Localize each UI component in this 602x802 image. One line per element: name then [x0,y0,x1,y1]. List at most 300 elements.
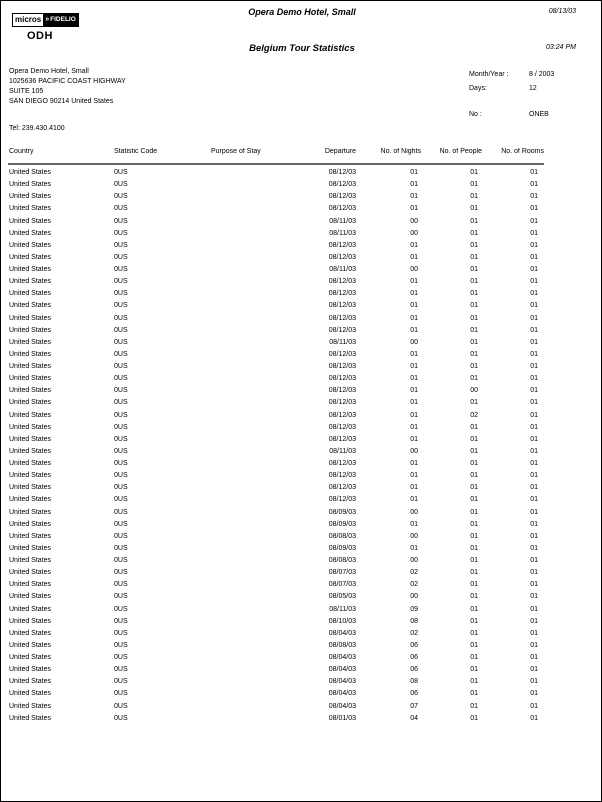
cell-purpose-of-stay [211,567,311,579]
cell-no-of-rooms: 01 [530,193,538,201]
cell-purpose-of-stay [211,422,311,434]
cell-no-of-people: 00 [470,387,478,395]
cell-no-of-rooms: 01 [530,435,538,443]
hotel-title: Opera Demo Hotel, Small [248,7,356,17]
table-row [9,325,544,337]
cell-country: United States [9,581,52,589]
cell-country: United States [9,193,52,201]
cell-no-of-nights: 00 [410,557,418,564]
cell-no-of-people: 01 [470,169,478,176]
cell-no-of-rooms: 01 [530,460,538,467]
cell-purpose-of-stay [211,640,311,652]
cell-purpose-of-stay [211,203,311,215]
table-row [9,567,544,579]
cell-country: United States [9,338,52,346]
property-code: ODH [27,30,53,42]
cell-no-of-nights: 00 [410,532,418,540]
cell-statistic-code: 0US [114,302,128,310]
cell-no-of-nights: 00 [410,447,418,455]
cell-country: United States [9,702,52,710]
cell-no-of-nights: 01 [410,423,418,431]
cell-statistic-code: 0US [114,181,128,189]
cell-no-of-rooms: 01 [530,654,538,661]
cell-no-of-people: 01 [470,484,478,492]
cell-no-of-nights: 01 [410,350,418,358]
cell-country: United States [9,532,52,540]
table-row [9,507,544,519]
table-row [9,228,544,240]
cell-no-of-rooms: 01 [530,472,538,480]
cell-statistic-code: 0US [114,557,128,564]
cell-no-of-rooms: 01 [530,241,538,249]
table-row [9,167,544,179]
cell-no-of-rooms: 01 [530,399,538,407]
cell-no-of-nights: 02 [410,581,418,589]
table-row [9,543,544,555]
cell-no-of-rooms: 01 [530,302,538,310]
cell-country: United States [9,678,52,686]
cell-no-of-nights: 01 [410,314,418,322]
cell-departure: 08/12/03 [328,350,356,358]
cell-no-of-rooms: 01 [530,593,538,601]
cell-statistic-code: 0US [114,544,128,552]
column-header-country: Country [9,148,34,155]
cell-no-of-people: 01 [470,593,478,601]
cell-no-of-nights: 01 [410,472,418,480]
cell-no-of-people: 01 [470,617,478,625]
table-row [9,688,544,700]
cell-departure: 08/04/03 [328,678,356,686]
cell-no-of-rooms: 01 [530,363,538,370]
cell-departure: 08/12/03 [328,253,356,261]
cell-departure: 08/09/03 [328,520,356,528]
cell-no-of-nights: 01 [410,193,418,201]
cell-no-of-nights: 06 [410,690,418,698]
table-row [9,252,544,264]
cell-departure: 08/12/03 [328,460,356,467]
cell-departure: 08/04/03 [328,690,356,698]
cell-no-of-rooms: 01 [530,423,538,431]
cell-no-of-people: 01 [470,472,478,480]
table-row [9,519,544,531]
table-row [9,458,544,470]
cell-no-of-rooms: 01 [530,447,538,455]
cell-country: United States [9,266,52,273]
cell-statistic-code: 0US [114,290,128,298]
cell-no-of-people: 01 [470,302,478,310]
table-row [9,397,544,409]
cell-no-of-rooms: 01 [530,314,538,322]
cell-statistic-code: 0US [114,629,128,637]
table-row [9,628,544,640]
cell-departure: 08/11/03 [329,266,356,273]
cell-no-of-nights: 01 [410,181,418,189]
cell-no-of-people: 01 [470,557,478,564]
cell-no-of-rooms: 01 [530,702,538,710]
cell-departure: 08/12/03 [328,387,356,395]
cell-no-of-nights: 01 [410,278,418,286]
cell-country: United States [9,169,52,176]
cell-no-of-rooms: 01 [530,411,538,419]
table-row [9,337,544,349]
table-row [9,652,544,664]
column-header-statistic-code: Statistic Code [114,148,158,155]
cell-purpose-of-stay [211,688,311,700]
table-row [9,531,544,543]
cell-no-of-nights: 01 [410,302,418,310]
cell-statistic-code: 0US [114,363,128,370]
cell-no-of-people: 01 [470,290,478,298]
cell-country: United States [9,447,52,455]
cell-departure: 08/12/03 [328,290,356,298]
cell-country: United States [9,350,52,358]
cell-statistic-code: 0US [114,266,128,273]
cell-statistic-code: 0US [114,520,128,528]
cell-statistic-code: 0US [114,326,128,334]
cell-country: United States [9,557,52,564]
cell-statistic-code: 0US [114,484,128,492]
table-row [9,555,544,567]
cell-no-of-people: 01 [470,217,478,225]
cell-statistic-code: 0US [114,532,128,540]
cell-departure: 08/09/03 [328,508,356,516]
cell-no-of-people: 01 [470,532,478,540]
cell-country: United States [9,484,52,492]
cell-departure: 08/08/03 [328,641,356,649]
cell-no-of-rooms: 01 [530,205,538,213]
table-row [9,713,544,725]
cell-no-of-people: 01 [470,496,478,504]
cell-country: United States [9,411,52,419]
table-row [9,288,544,300]
cell-no-of-nights: 01 [410,544,418,552]
cell-no-of-people: 01 [470,605,478,613]
cell-departure: 08/12/03 [328,326,356,334]
cell-departure: 08/08/03 [328,557,356,564]
cell-no-of-rooms: 01 [530,387,538,395]
cell-country: United States [9,290,52,298]
cell-departure: 08/12/03 [328,363,356,370]
cell-no-of-nights: 01 [410,241,418,249]
table-row [9,616,544,628]
cell-country: United States [9,278,52,286]
cell-no-of-rooms: 01 [530,629,538,637]
cell-departure: 08/09/03 [328,544,356,552]
table-row [9,191,544,203]
days-value: 12 [529,85,537,92]
column-header-no-of-nights: No. of Nights [380,148,421,155]
cell-departure: 08/04/03 [328,629,356,637]
cell-no-of-rooms: 01 [530,338,538,346]
cell-no-of-nights: 01 [410,399,418,407]
cell-departure: 08/12/03 [328,472,356,480]
table-row [9,434,544,446]
cell-no-of-nights: 01 [410,326,418,334]
cell-statistic-code: 0US [114,714,128,722]
cell-statistic-code: 0US [114,387,128,395]
table-row [9,446,544,458]
column-header-departure: Departure [324,148,356,155]
cell-departure: 08/04/03 [328,666,356,674]
table-row [9,373,544,385]
cell-country: United States [9,399,52,407]
cell-statistic-code: 0US [114,496,128,504]
cell-no-of-people: 02 [470,411,478,419]
cell-no-of-nights: 04 [410,714,418,722]
cell-departure: 08/07/03 [328,569,356,577]
table-row [9,591,544,603]
cell-no-of-nights: 01 [410,290,418,298]
cell-statistic-code: 0US [114,253,128,261]
cell-country: United States [9,593,52,601]
cell-departure: 08/12/03 [328,169,356,176]
cell-no-of-people: 01 [470,690,478,698]
hotel-address-line3: SAN DIEGO 90214 United States [9,98,114,105]
cell-no-of-people: 01 [470,435,478,443]
cell-purpose-of-stay [211,434,311,446]
cell-no-of-nights: 02 [410,569,418,577]
cell-no-of-people: 01 [470,266,478,273]
cell-country: United States [9,326,52,334]
cell-statistic-code: 0US [114,654,128,661]
logo-fidelio-text: FIDELIO [50,16,76,23]
cell-no-of-nights: 09 [410,605,418,613]
cell-statistic-code: 0US [114,411,128,419]
cell-departure: 08/12/03 [328,241,356,249]
cell-departure: 08/12/03 [328,193,356,201]
month-year-value: 8 / 2003 [529,71,555,78]
hotel-address-line1: 1025636 PACIFIC COAST HIGHWAY [9,78,126,85]
cell-statistic-code: 0US [114,605,128,613]
cell-statistic-code: 0US [114,241,128,249]
table-row [9,385,544,397]
cell-no-of-rooms: 01 [530,678,538,686]
cell-purpose-of-stay [211,385,311,397]
cell-country: United States [9,314,52,322]
cell-no-of-people: 01 [470,447,478,455]
cell-no-of-rooms: 01 [530,484,538,492]
cell-purpose-of-stay [211,361,311,373]
cell-purpose-of-stay [211,252,311,264]
cell-statistic-code: 0US [114,435,128,443]
cell-departure: 08/04/03 [328,702,356,710]
hotel-address-block [9,67,126,107]
cell-no-of-rooms: 01 [530,532,538,540]
cell-country: United States [9,605,52,613]
cell-no-of-people: 01 [470,581,478,589]
cell-purpose-of-stay [211,579,311,591]
cell-no-of-nights: 01 [410,253,418,261]
cell-no-of-people: 01 [470,629,478,637]
cell-country: United States [9,253,52,261]
cell-country: United States [9,496,52,504]
cell-purpose-of-stay [211,313,311,325]
cell-no-of-people: 01 [470,520,478,528]
cell-departure: 08/01/03 [328,714,356,722]
cell-no-of-rooms: 01 [530,544,538,552]
cell-statistic-code: 0US [114,205,128,213]
table-row [9,300,544,312]
cell-statistic-code: 0US [114,350,128,358]
cell-departure: 08/05/03 [328,593,356,601]
cell-statistic-code: 0US [114,217,128,225]
cell-no-of-rooms: 01 [530,253,538,261]
cell-purpose-of-stay [211,470,311,482]
cell-no-of-people: 01 [470,423,478,431]
cell-country: United States [9,181,52,189]
cell-purpose-of-stay [211,264,311,276]
cell-statistic-code: 0US [114,702,128,710]
cell-purpose-of-stay [211,616,311,628]
cell-purpose-of-stay [211,482,311,494]
cell-no-of-people: 01 [470,666,478,674]
cell-purpose-of-stay [211,543,311,555]
cell-no-of-people: 01 [470,702,478,710]
cell-statistic-code: 0US [114,472,128,480]
cell-statistic-code: 0US [114,375,128,383]
cell-no-of-nights: 01 [410,520,418,528]
column-header-no-of-people: No. of People [439,148,482,155]
cell-purpose-of-stay [211,664,311,676]
table-row [9,701,544,713]
cell-statistic-code: 0US [114,690,128,698]
table-row [9,676,544,688]
cell-statistic-code: 0US [114,666,128,674]
cell-no-of-rooms: 01 [530,641,538,649]
cell-country: United States [9,375,52,383]
table-row [9,179,544,191]
cell-country: United States [9,435,52,443]
no-label: No : [469,111,482,118]
cell-no-of-people: 01 [470,193,478,201]
cell-purpose-of-stay [211,300,311,312]
cell-purpose-of-stay [211,591,311,603]
cell-departure: 08/11/03 [329,338,356,346]
cell-no-of-rooms: 01 [530,169,538,176]
table-row [9,240,544,252]
hotel-name: Opera Demo Hotel, Small [9,68,89,75]
cell-purpose-of-stay [211,555,311,567]
cell-departure: 08/12/03 [328,484,356,492]
cell-country: United States [9,520,52,528]
cell-no-of-people: 01 [470,508,478,516]
table-row [9,579,544,591]
cell-no-of-nights: 01 [410,435,418,443]
cell-departure: 08/10/03 [328,617,356,625]
table-row [9,276,544,288]
cell-no-of-people: 01 [470,641,478,649]
cell-no-of-nights: 01 [410,169,418,176]
cell-country: United States [9,363,52,370]
cell-no-of-nights: 01 [410,387,418,395]
cell-purpose-of-stay [211,519,311,531]
cell-country: United States [9,302,52,310]
days-label: Days: [469,85,487,92]
cell-departure: 08/12/03 [328,411,356,419]
table-row [9,664,544,676]
cell-no-of-nights: 06 [410,666,418,674]
cell-purpose-of-stay [211,494,311,506]
cell-no-of-nights: 01 [410,363,418,370]
cell-purpose-of-stay [211,410,311,422]
chevron-right-icon: » [45,16,50,23]
cell-no-of-nights: 01 [410,460,418,467]
cell-no-of-rooms: 01 [530,605,538,613]
cell-no-of-nights: 01 [410,484,418,492]
table-row [9,203,544,215]
cell-country: United States [9,641,52,649]
cell-no-of-nights: 08 [410,678,418,686]
cell-no-of-nights: 01 [410,496,418,504]
cell-statistic-code: 0US [114,193,128,201]
header-divider [8,163,544,165]
cell-statistic-code: 0US [114,314,128,322]
cell-departure: 08/12/03 [328,399,356,407]
cell-no-of-rooms: 01 [530,266,538,273]
column-header-purpose-of-stay: Purpose of Stay [211,148,261,155]
report-time: 03:24 PM [546,44,576,51]
cell-no-of-rooms: 01 [530,217,538,225]
cell-departure: 08/12/03 [328,435,356,443]
cell-purpose-of-stay [211,228,311,240]
cell-statistic-code: 0US [114,678,128,686]
cell-departure: 08/08/03 [328,532,356,540]
cell-statistic-code: 0US [114,569,128,577]
cell-departure: 08/11/03 [329,605,356,613]
cell-no-of-people: 01 [470,253,478,261]
cell-country: United States [9,508,52,516]
cell-purpose-of-stay [211,191,311,203]
cell-country: United States [9,714,52,722]
cell-no-of-people: 01 [470,205,478,213]
cell-purpose-of-stay [211,179,311,191]
cell-statistic-code: 0US [114,338,128,346]
table-row [9,410,544,422]
cell-statistic-code: 0US [114,169,128,176]
table-row [9,470,544,482]
cell-no-of-nights: 01 [410,375,418,383]
cell-departure: 08/12/03 [328,496,356,504]
cell-purpose-of-stay [211,507,311,519]
cell-no-of-rooms: 01 [530,278,538,286]
table-row [9,349,544,361]
cell-country: United States [9,205,52,213]
cell-statistic-code: 0US [114,278,128,286]
cell-country: United States [9,569,52,577]
cell-no-of-people: 01 [470,338,478,346]
cell-purpose-of-stay [211,216,311,228]
cell-purpose-of-stay [211,628,311,640]
cell-no-of-nights: 00 [410,593,418,601]
hotel-telephone: Tel: 239.430.4100 [9,125,65,132]
cell-departure: 08/12/03 [328,205,356,213]
cell-no-of-nights: 07 [410,702,418,710]
cell-purpose-of-stay [211,276,311,288]
cell-country: United States [9,423,52,431]
cell-no-of-nights: 00 [410,338,418,346]
no-value: ONEB [529,111,549,118]
table-row [9,313,544,325]
cell-no-of-rooms: 01 [530,375,538,383]
cell-country: United States [9,666,52,674]
cell-departure: 08/12/03 [328,302,356,310]
cell-statistic-code: 0US [114,641,128,649]
cell-no-of-rooms: 01 [530,326,538,334]
cell-no-of-people: 01 [470,350,478,358]
cell-departure: 08/11/03 [329,229,356,237]
cell-country: United States [9,617,52,625]
cell-no-of-people: 01 [470,326,478,334]
